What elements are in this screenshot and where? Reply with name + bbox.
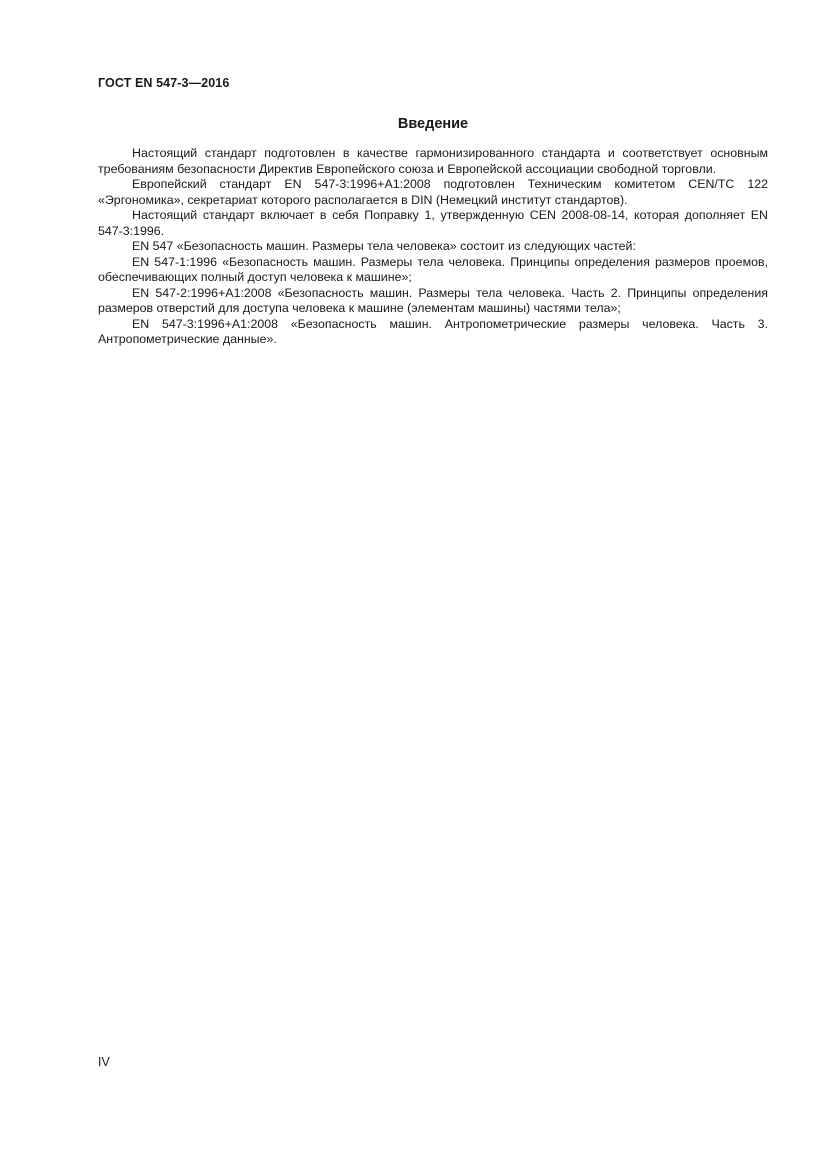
introduction-body — [98, 146, 768, 348]
paragraph-amendment: Настоящий стандарт включает в себя Поправку 1, утвержденную CEN 2008-08-14, которая дополняет EN 547-3:1996. — [98, 208, 768, 238]
paragraph-harmonized-standard: Настоящий стандарт подготовлен в качестве гармонизированного стандарта и соответствует основным требованиям безопасности Директив Европейского союза и Европейской ассоциации свободной торговли. — [98, 146, 768, 176]
paragraph-part-3: EN 547-3:1996+A1:2008 «Безопасность машин. Антропометрические размеры человека. Часть 3. Антропометрические данные». — [98, 316, 768, 346]
document-header-id: ГОСТ EN 547-3—2016 — [98, 76, 230, 90]
paragraph-part-2: EN 547-2:1996+A1:2008 «Безопасность машин. Размеры тела человека. Часть 2. Принципы определения размеров отверстий для доступа человека к машине (элементам машины) частями тела»; — [98, 285, 768, 315]
paragraph-parts-intro: EN 547 «Безопасность машин. Размеры тела человека» состоит из следующих частей: — [132, 239, 636, 253]
section-title: Введение — [397, 116, 469, 132]
page-number: IV — [98, 1055, 110, 1069]
paragraph-part-1: EN 547-1:1996 «Безопасность машин. Размеры тела человека. Принципы определения размеров проемов, обеспечивающих полный доступ человека к машине»; — [98, 254, 768, 284]
paragraph-european-standard: Европейский стандарт EN 547-3:1996+A1:2008 подготовлен Техническим комитетом CEN/TC 122 «Эргономика», секретариат которого располагается в DIN (Немецкий институт стандартов). — [98, 177, 768, 207]
